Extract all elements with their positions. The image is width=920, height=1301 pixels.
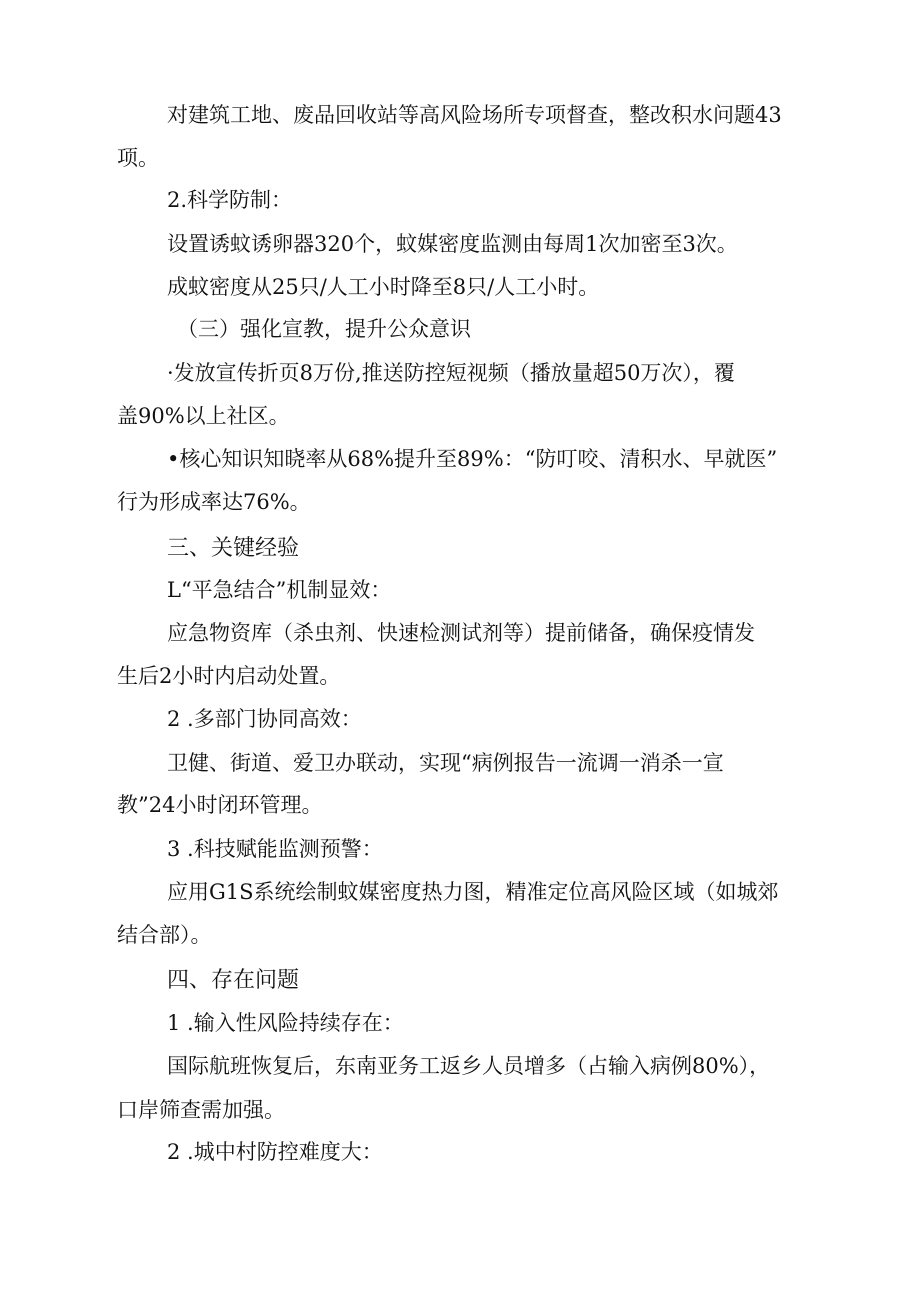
subheading: L“平急结合”机制显效： — [167, 578, 392, 602]
paragraph-line: 结合部）。 — [117, 923, 212, 947]
paragraph-line: 行为形成率达76%。 — [117, 490, 311, 514]
subheading: 2.科学防制： — [167, 188, 293, 212]
subheading: 2 .多部门协同高效： — [167, 707, 362, 731]
section-heading-3: （三）强化宣教，提升公众意识 — [177, 317, 471, 341]
bullet-line: ·发放宣传折页8万份,推送防控短视频（播放量超50万次），覆 — [167, 361, 735, 385]
paragraph-line: 对建筑工地、废品回收站等高风险场所专项督查，整改积水问题43 — [167, 103, 782, 127]
paragraph-line: 卫健、街道、爱卫办联动，实现“病例报告一流调一消杀一宣 — [167, 751, 724, 775]
section-heading: 四、存在问题 — [167, 968, 300, 993]
section-heading: 三、关键经验 — [167, 536, 300, 561]
paragraph-line: 教”24小时闭环管理。 — [117, 793, 323, 817]
subheading: 2 .城中村防控难度大： — [167, 1140, 383, 1164]
bullet-line: •核心知识知晓率从68%提升至89%：“防叮咬、清积水、早就医” — [167, 447, 778, 471]
paragraph-line: 生后2小时内启动处置。 — [117, 664, 341, 688]
paragraph-line: 成蚊密度从25只/人工小时降至8只/人工小时。 — [167, 275, 600, 299]
subheading: 3 .科技赋能监测预警： — [167, 837, 383, 861]
paragraph-line: 应用G1S系统绘制蚊媒密度热力图，精准定位高风险区域（如城郊 — [167, 880, 779, 904]
paragraph-line: 盖90%以上社区。 — [117, 404, 290, 428]
paragraph-line: 国际航班恢复后，东南亚务工返乡人员增多（占输入病例80%）， — [167, 1054, 771, 1078]
paragraph-line: 口岸筛查需加强。 — [117, 1098, 285, 1122]
subheading: 1 .输入性风险持续存在： — [167, 1011, 404, 1035]
paragraph-line: 应急物资库（杀虫剂、快速检测试剂等）提前储备，确保疫情发 — [167, 621, 755, 645]
paragraph-line: 项。 — [117, 146, 159, 170]
paragraph-line: 设置诱蚊诱卵器320个，蚊媒密度监测由每周1次加密至3次。 — [167, 232, 738, 256]
